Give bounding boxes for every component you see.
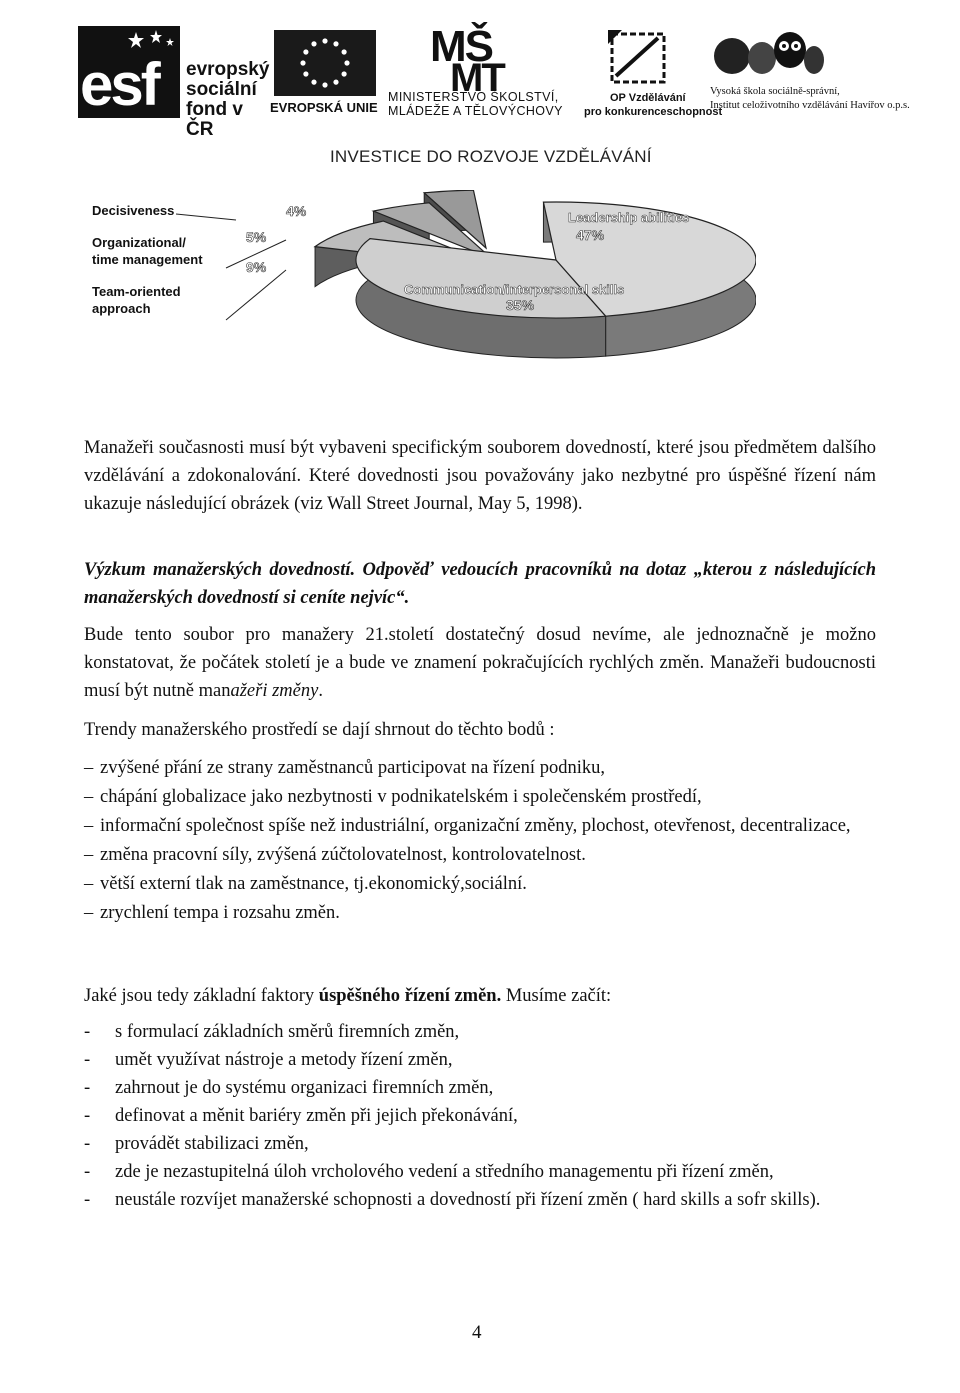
eu-star (303, 49, 308, 54)
skills-chart (86, 190, 756, 400)
op-logo-icon (608, 30, 674, 88)
esf-line2: sociální (186, 79, 257, 100)
eu-logo (270, 30, 380, 118)
hyphen-marker: - (84, 1050, 91, 1070)
step-text: s formulací základních směrů firemních změn, (115, 1022, 460, 1042)
dash-marker: – (84, 758, 94, 778)
msmt-mark: MŠ (430, 22, 492, 71)
step-text: neustále rozvíjet manažerské schopnosti a dovedností při řízení změn ( hard skills a sofr skills). (115, 1190, 821, 1210)
school-line2: Institut celoživotního vzdělávání Havířov o.p.s. (710, 100, 910, 111)
step-text: zde je nezastupitelná úloh vrcholového vedení a středního managementu při řízení změn, (115, 1162, 774, 1182)
step-text: definovat a měnit bariéry změn při jejich překonávání, (115, 1106, 518, 1126)
trend-item (84, 841, 876, 870)
eu-flag (274, 30, 376, 96)
future-paragraph (84, 621, 876, 705)
trend-item (84, 870, 876, 899)
step-text: zahrnout je do systému organizaci firemních změn, (115, 1078, 494, 1098)
pie-category-label: Communication/interpersonal skills (404, 282, 625, 297)
trend-item (84, 754, 876, 783)
step-text: provádět stabilizaci změn, (115, 1134, 309, 1154)
msmt-mark-2: MT (450, 56, 504, 100)
trend-text: změna pracovní síly, zvýšená zúčtolovatelnost, kontrolovatelnost. (100, 845, 586, 865)
eu-star (303, 71, 308, 76)
steps-list (84, 1018, 876, 1214)
op-line2: pro konkurenceschopnost (584, 106, 723, 118)
esf-mark-text: esf (80, 51, 158, 118)
pie-category-label: Leadership abilities (568, 210, 690, 225)
legend-organizational: Organizational/ (92, 235, 186, 250)
future-text: Bude tento soubor pro manažery 21.století dostatečný dosud nevíme, ale jednoznačně je možno konstatovat, že počátek století je a bude ve znamení pokračujících rychlých změn. Manažeři budoucnosti musí být nutně man (84, 625, 876, 701)
step-item (84, 1018, 876, 1046)
leader-line (176, 214, 236, 220)
step-item (84, 1074, 876, 1102)
eu-star (342, 71, 347, 76)
esf-logo (78, 26, 270, 140)
legend-approach: approach (92, 301, 151, 316)
hyphen-marker: - (84, 1078, 91, 1098)
factors-post: Musíme začít: (501, 986, 612, 1006)
trends-list (84, 754, 876, 928)
eu-star (342, 49, 347, 54)
step-item (84, 1046, 876, 1074)
pie-value-label: 35% (506, 297, 535, 313)
trend-text: zrychlení tempa i rozsahu změn. (100, 903, 340, 923)
dash-marker: – (84, 874, 94, 894)
leader-line (226, 270, 286, 320)
msmt-line2: MLÁDEŽE A TĚLOVÝCHOVY (388, 104, 563, 118)
msmt-line1: MINISTERSTVO ŠKOLSTVÍ, (388, 90, 559, 104)
op-logo (584, 30, 723, 120)
trend-text: zvýšené přání ze strany zaměstnanců participovat na řízení podniku, (100, 758, 605, 778)
research-caption: Výzkum manažerských dovedností. Odpověď vedoucích pracovníků na dotaz „kterou z následujících manažerských dovedností si ceníte nejvíc“. (84, 560, 876, 608)
step-item (84, 1186, 876, 1214)
msmt-logo (386, 22, 586, 120)
eu-star (311, 80, 316, 85)
dash-marker: – (84, 787, 94, 807)
hyphen-marker: - (84, 1190, 91, 1210)
eu-star (322, 38, 327, 43)
pie-value-label: 4% (286, 203, 307, 219)
eu-star (300, 60, 305, 65)
dash-marker: – (84, 816, 94, 836)
step-text: umět využívat nástroje a metody řízení změn, (115, 1050, 453, 1070)
trends-intro: Trendy manažerského prostředí se dají shrnout do těchto bodů : (84, 720, 555, 740)
trend-text: informační společnost spíše než industriální, organizační změny, plochost, otevřenost, decentralizace, (100, 816, 851, 836)
pie-value-label: 47% (576, 227, 605, 243)
esf-line3: fond v ČR (186, 99, 243, 140)
esf-line1: evropský (186, 59, 270, 80)
legend-team-oriented: Team-oriented (92, 284, 181, 299)
trend-text: chápání globalizace jako nezbytnosti v podnikatelském i společenském prostředí, (100, 787, 702, 807)
motto: INVESTICE DO ROZVOJE VZDĚLÁVÁNÍ (330, 147, 652, 166)
hyphen-marker: - (84, 1106, 91, 1126)
legend-time-management: time management (92, 252, 203, 267)
hyphen-marker: - (84, 1134, 91, 1154)
page-number: 4 (472, 1322, 482, 1343)
eu-star (344, 60, 349, 65)
legend-decisiveness: Decisiveness (92, 203, 175, 218)
eu-star (333, 80, 338, 85)
op-line1: OP Vzdělávání (610, 92, 686, 104)
pie-value-label: 9% (246, 259, 267, 275)
future-end: . (318, 681, 323, 701)
eu-star (311, 41, 316, 46)
hyphen-marker: - (84, 1162, 91, 1182)
school-logo (710, 30, 930, 116)
step-item (84, 1130, 876, 1158)
eu-stars-icon (274, 30, 376, 96)
factors-bold: úspěšného řízení změn. (318, 986, 502, 1006)
dash-marker: – (84, 903, 94, 923)
pie-value-label: 5% (246, 229, 267, 245)
school-line1: Vysoká škola sociálně-správní, (710, 86, 840, 97)
step-item (84, 1158, 876, 1186)
eu-star (333, 41, 338, 46)
dash-marker: – (84, 845, 94, 865)
intro-paragraph: Manažeři současnosti musí být vybaveni specifickým souborem dovedností, které jsou předmětem dalšího vzdělávání a zdokonalování. Které dovednosti jsou považovány jako nezbytné pro úspěšné řízení nám ukazuje následující obrázek (viz Wall Street Journal, May 5, 1998). (84, 438, 876, 514)
pie-chart (86, 190, 756, 400)
trend-item (84, 783, 876, 812)
factors-pre: Jaké jsou tedy základní faktory (84, 986, 319, 1006)
trend-text: větší externí tlak na zaměstnance, tj.ekonomický,sociální. (100, 874, 527, 894)
owl-icon (710, 30, 828, 78)
hyphen-marker: - (84, 1022, 91, 1042)
step-item (84, 1102, 876, 1130)
eu-star (322, 82, 327, 87)
eu-label: EVROPSKÁ UNIE (270, 100, 378, 115)
trend-item (84, 812, 876, 841)
trend-item (84, 899, 876, 928)
future-italic: ažeři změny (230, 681, 319, 701)
factors-paragraph (84, 982, 876, 1010)
